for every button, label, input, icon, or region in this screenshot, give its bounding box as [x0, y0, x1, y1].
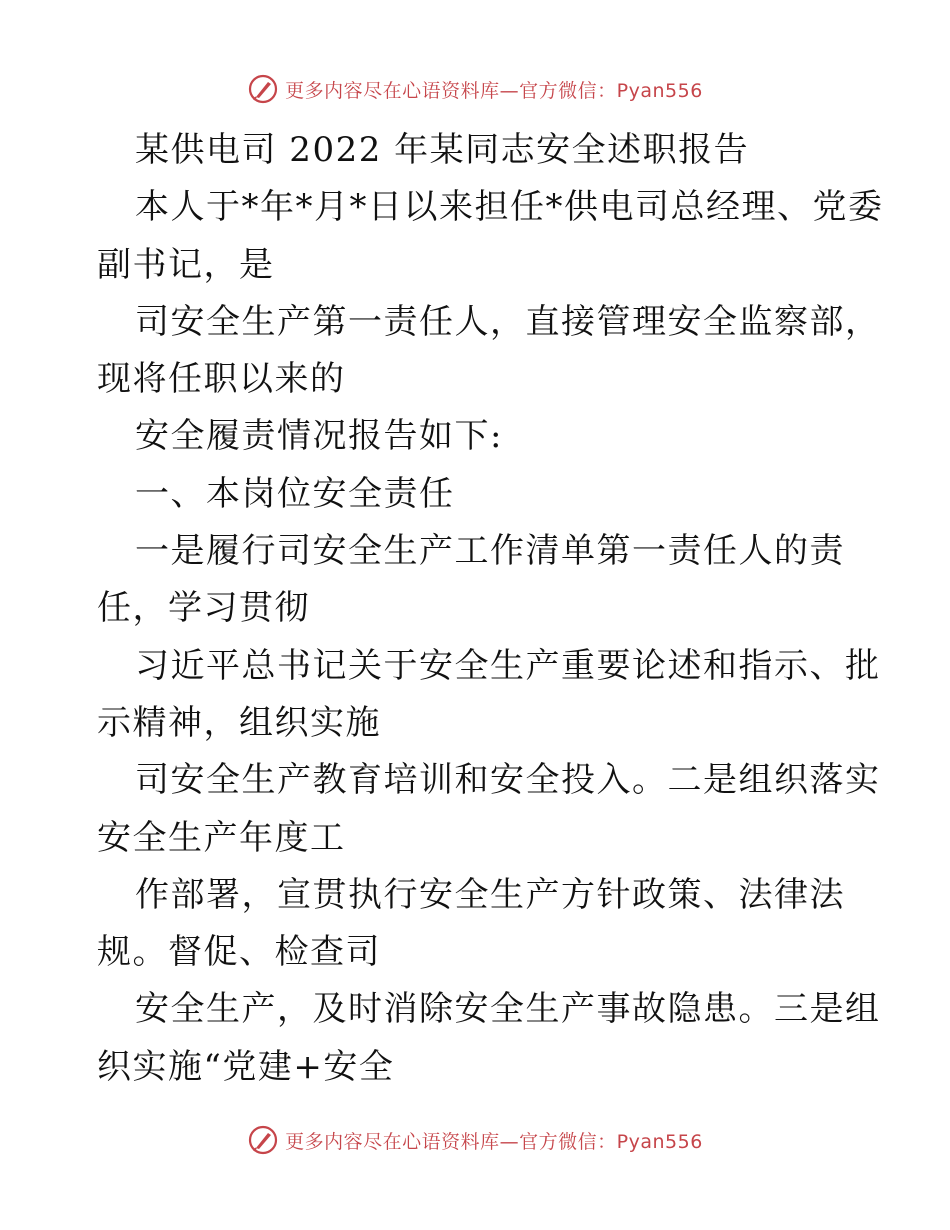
watermark-text-top: 更多内容尽在心语资料库—官方微信：Pyan556 — [285, 79, 703, 102]
watermark-banner-top — [0, 72, 950, 106]
quill-pen-circle-icon — [247, 73, 279, 105]
paragraph-line: 现将任职以来的 — [97, 359, 346, 400]
paragraph-line: 司安全生产第一责任人，直接管理安全监察部， — [135, 301, 881, 342]
paragraph-line: 示精神，组织实施 — [97, 702, 381, 743]
paragraph-line: 安全生产年度工 — [97, 817, 346, 858]
paragraph-line: 安全生产，及时消除安全生产事故隐患。三是组 — [135, 989, 881, 1030]
paragraph-line: 任，学习贯彻 — [97, 588, 310, 629]
paragraph-line: 作部署，宣贯执行安全生产方针政策、法律法 — [135, 874, 845, 915]
paragraph-line: 规。督促、检查司 — [97, 932, 381, 973]
document-title: 某供电司 2022 年某同志安全述职报告 — [135, 130, 750, 170]
paragraph-line: 本人于*年*月*日以来担任*供电司总经理、党委 — [135, 187, 884, 228]
paragraph-line: 习近平总书记关于安全生产重要论述和指示、批 — [135, 645, 881, 686]
paragraph-line: 一是履行司安全生产工作清单第一责任人的责 — [135, 531, 845, 572]
watermark-text-bottom: 更多内容尽在心语资料库—官方微信：Pyan556 — [285, 1130, 703, 1153]
quill-pen-circle-icon — [247, 1124, 279, 1156]
paragraph-line: 安全履责情况报告如下: — [135, 416, 503, 457]
section-heading: 一、本岗位安全责任 — [135, 473, 455, 514]
paragraph-line: 副书记，是 — [97, 244, 275, 285]
paragraph-line: 织实施“党建+安全 — [97, 1046, 395, 1087]
watermark-banner-bottom — [0, 1123, 950, 1157]
document-body — [97, 122, 884, 1096]
paragraph-line: 司安全生产教育培训和安全投入。二是组织落实 — [135, 760, 881, 801]
